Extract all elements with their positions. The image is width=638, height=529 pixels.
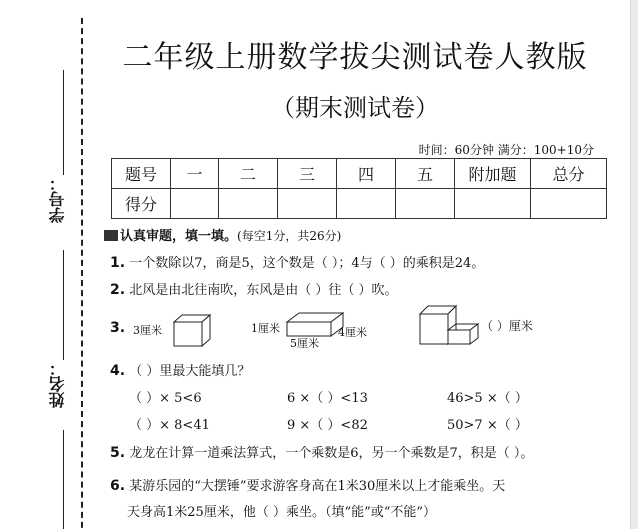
exam-title: 二年级上册数学拔尖测试卷人教版	[122, 40, 588, 75]
section-number-box	[104, 230, 118, 241]
question-number: 6.	[110, 478, 126, 494]
class-fill-line	[63, 430, 64, 529]
score-blank-cell	[396, 189, 455, 219]
question-2	[110, 279, 397, 298]
score-cell: 附加题	[455, 159, 531, 189]
section-title: 认真审题，填一填。	[120, 229, 238, 244]
question-5	[110, 442, 533, 461]
binding-dashed-line	[81, 18, 83, 529]
question-3	[110, 320, 125, 336]
question-number: 4.	[110, 363, 126, 379]
time-info: 时间：60分钟 满分：100+10分	[418, 143, 594, 157]
score-cell: 二	[219, 159, 278, 189]
student-id-label: 学号：	[48, 175, 67, 223]
inequality-item: （ ）× 5<6	[129, 391, 202, 406]
score-table-header-row	[112, 159, 607, 189]
name-fill-line	[63, 250, 64, 360]
id-fill-line	[63, 70, 64, 175]
cuboid-height-label: 1厘米	[251, 322, 280, 335]
score-cell: 题号	[112, 159, 171, 189]
score-table-score-row	[112, 189, 607, 219]
score-blank-cell	[171, 189, 219, 219]
score-cell: 总分	[531, 159, 607, 189]
question-text: 北风是由北往南吹，东风是由（ ）往（ ）吹。	[129, 283, 398, 298]
score-cell: 四	[337, 159, 396, 189]
inequality-item: 9 ×（ ）<82	[287, 418, 368, 433]
question-number: 3.	[110, 320, 126, 336]
score-cell: 三	[278, 159, 337, 189]
inequality-item: 50>7 ×（ ）	[447, 418, 528, 433]
question-6	[110, 475, 505, 494]
inequality-item: 46>5 ×（ ）	[447, 391, 528, 406]
cuboid-length-label: 5厘米	[290, 337, 319, 350]
question-text: 一个数除以7，商是5，这个数是（ ）；4与（ ）的乘积是24。	[129, 256, 485, 271]
student-name-label: 姓名：	[48, 360, 67, 408]
score-cell: 得分	[112, 189, 171, 219]
cube-figure-icon	[172, 312, 212, 348]
section-note: (每空1分，共26分)	[237, 229, 342, 243]
question-number: 1.	[110, 255, 126, 271]
score-blank-cell	[337, 189, 396, 219]
question-6-continued: 天身高1米25厘米，他（ ）乘坐。（填“能”或“不能”）	[127, 505, 437, 520]
question-1	[110, 252, 484, 271]
cuboid-width-label: 4厘米	[338, 326, 367, 339]
score-blank-cell	[278, 189, 337, 219]
score-blank-cell	[219, 189, 278, 219]
question-number: 5.	[110, 445, 126, 461]
question-4	[110, 360, 250, 379]
question-text: 某游乐园的“大摆锤”要求游客身高在1米30厘米以上才能乘坐。天	[129, 479, 506, 494]
inequality-item: 6 ×（ ）<13	[287, 391, 368, 406]
score-cell: 一	[171, 159, 219, 189]
combined-cubes-figure-icon	[418, 302, 480, 346]
section-heading	[104, 225, 341, 244]
score-blank-cell	[455, 189, 531, 219]
inequality-item: （ ）× 8<41	[129, 418, 210, 433]
question-text: 龙龙在计算一道乘法算式，一个乘数是6，另一个乘数是7，积是（ ）。	[129, 446, 534, 461]
question-text: （ ）里最大能填几？	[129, 364, 251, 379]
exam-subtitle: （期末测试卷）	[271, 94, 439, 122]
score-blank-cell	[531, 189, 607, 219]
cube-edge-label: 3厘米	[133, 324, 162, 337]
combined-length-blank: （ ）厘米	[481, 319, 533, 333]
score-cell: 五	[396, 159, 455, 189]
cuboid-figure-icon	[285, 310, 345, 338]
score-table	[111, 158, 607, 219]
question-number: 2.	[110, 282, 126, 298]
